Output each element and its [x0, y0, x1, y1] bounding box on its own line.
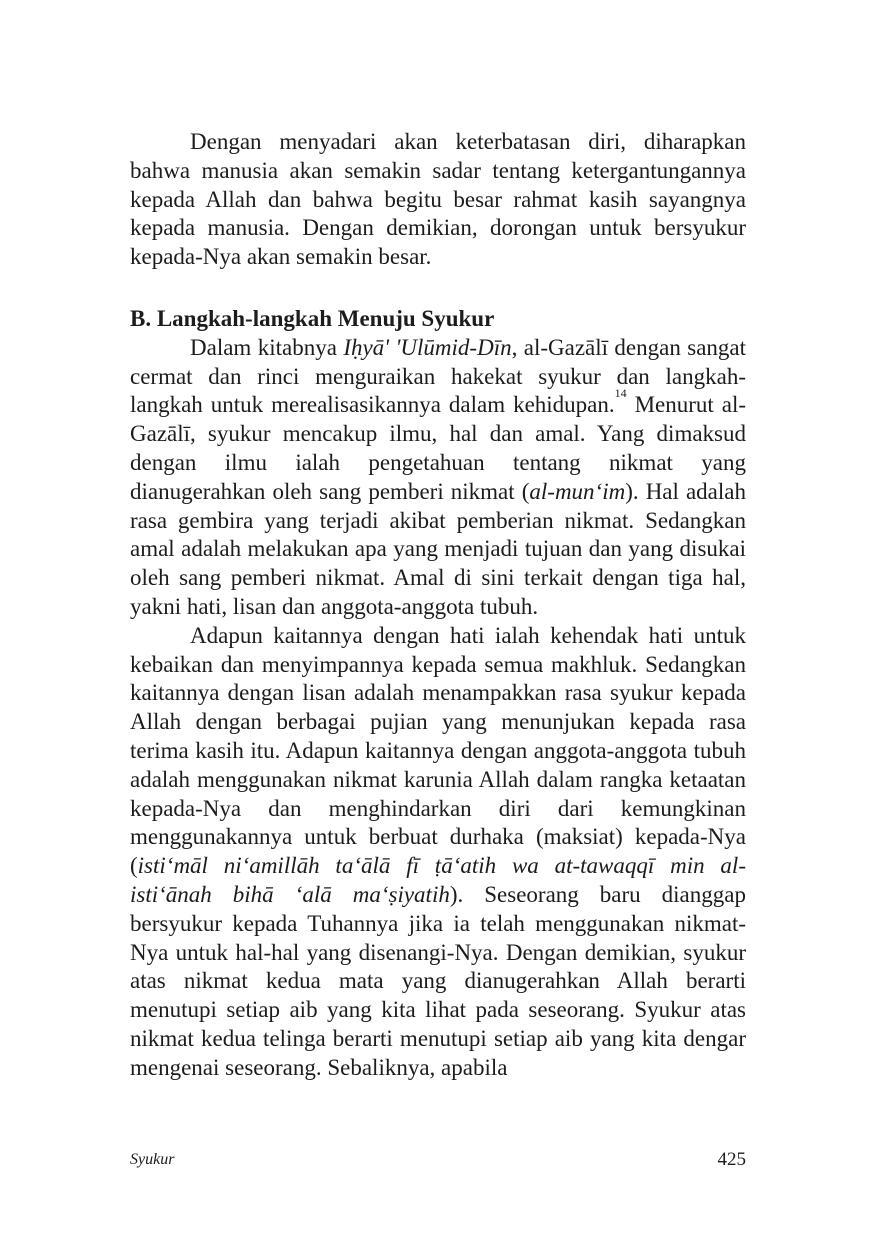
section-heading: B. Langkah-langkah Menuju Syukur [130, 305, 495, 331]
arabic-term: al-mun‘im [529, 478, 626, 504]
paragraph-text: , al-Gazālī dengan sangat cermat dan rinci menguraikan hakekat syukur dan langkah-langkah untuk merealisasikannya dalam kehidupan. [130, 334, 746, 418]
footnote-marker: 14 [614, 386, 627, 401]
paragraph-intro: Dengan menyadari akan keterbatasan diri, diharapkan bahwa manusia akan semakin sadar tentang ketergantungannya kepada Allah dan bahwa begitu besar rahmat kasih sayangnya kepada manusia. Dengan demikian, dorongan untuk bersyukur kepada-Nya akan semakin besar. [130, 129, 746, 270]
paragraph-text: Dalam kitabnya [190, 334, 344, 360]
book-title: Iḥyā' 'Ulūmid-Dīn [343, 334, 512, 360]
page-number: 425 [717, 1149, 746, 1170]
page-body [130, 128, 746, 1083]
paragraph-hati-lisan [130, 622, 746, 1083]
arabic-phrase: isti‘māl ni‘amillāh ta‘ālā fī ṭā‘atih wa at-tawaqqī min al-isti‘ānah bihā ‘alā ma‘ṣiyatih [130, 853, 746, 907]
paragraph-text: ). Seseorang baru dianggap bersyukur kepada Tuhannya jika ia telah menggunakan nikmat-Nya untuk hal-hal yang disenangi-Nya. Dengan demikian, syukur atas nikmat kedua mata yang dianugerahkan Allah berarti menutupi setiap aib yang kita lihat pada seseorang. Syukur atas nikmat kedua telinga berarti menutupi setiap aib yang kita dengar mengenai seseorang. Sebaliknya, apabila [130, 881, 746, 1080]
running-footer-title: Syukur [130, 1151, 175, 1168]
paragraph-text: Adapun kaitannya dengan hati ialah kehendak hati untuk kebaikan dan menyimpannya kepada semua makhluk. Sedangkan kaitannya dengan lisan adalah menampakkan rasa syukur kepada Allah dengan berbagai pujian yang menunjukan kepada rasa terima kasih itu. Adapun kaitannya dengan anggota-anggota tubuh adalah menggunakan nikmat karunia Allah dalam rangka ketaatan kepada-Nya dan menghindarkan diri dari kemungkinan menggunakannya untuk berbuat durhaka (maksiat) kepada-Nya ( [130, 622, 746, 879]
paragraph-text: ). Hal adalah rasa gembira yang terjadi akibat pemberian nikmat. Sedangkan amal adalah melakukan apa yang menjadi tujuan dan yang disukai oleh sang pemberi nikmat. Amal di sini terkait dengan tiga hal, yakni hati, lisan dan anggota-anggota tubuh. [130, 478, 746, 619]
paragraph-alghazali [130, 334, 746, 622]
paragraph-text: Menurut al-Gazālī, syukur mencakup ilmu, hal dan amal. Yang dimaksud dengan ilmu ialah pengetahuan tentang nikmat yang dianugerahkan oleh sang pemberi nikmat ( [130, 392, 747, 504]
